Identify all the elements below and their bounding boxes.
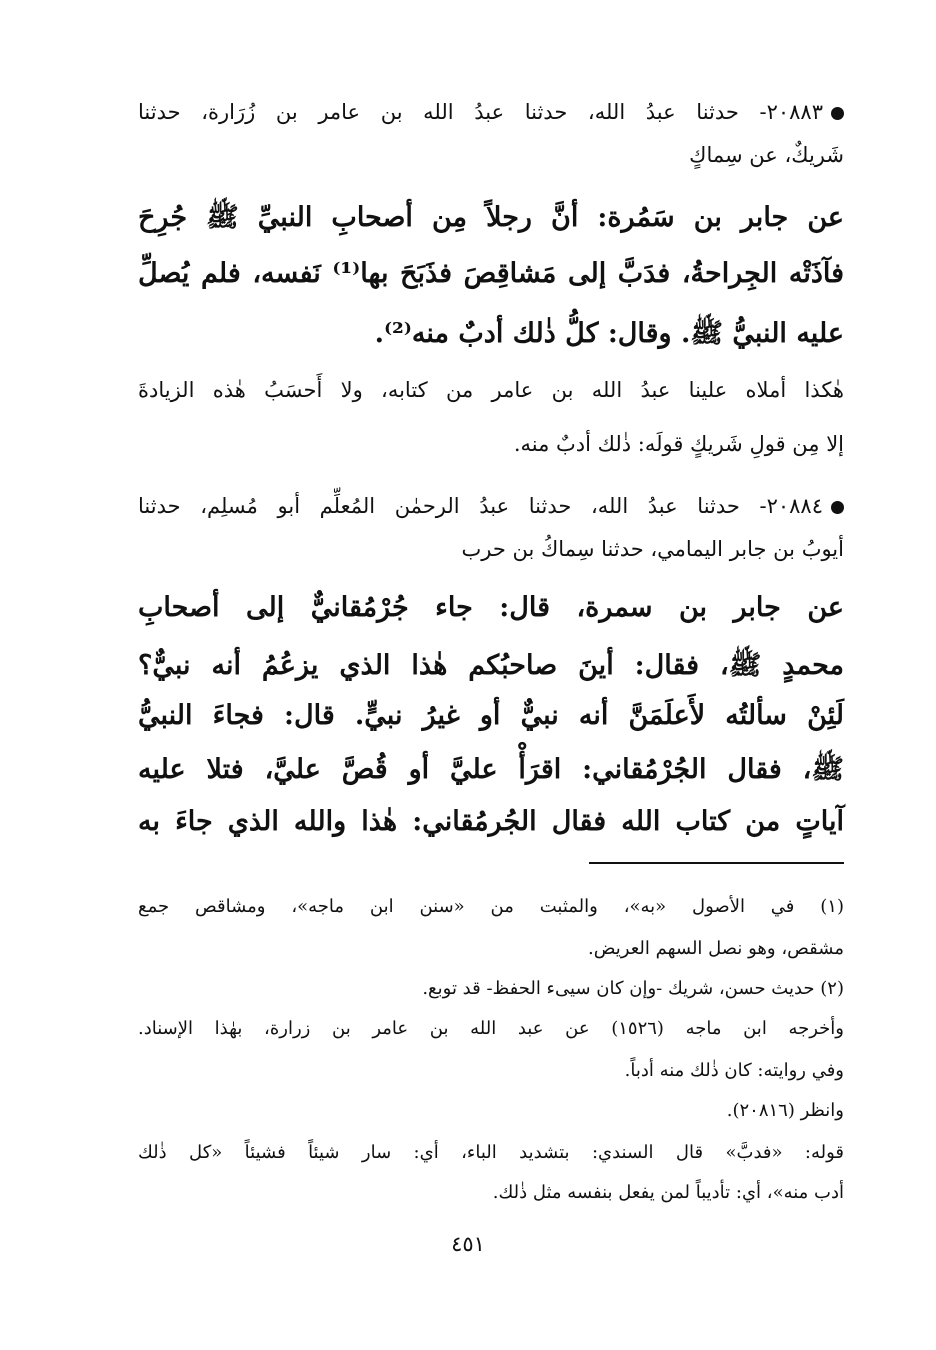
footnote-line: (١) في الأصول «به»، والمثبت من «سنن ابن ماجه»، ومشاقص جمع — [138, 896, 844, 917]
footnote-line: قوله: «فدبَّ» قال السندي: بتشديد الباء، أي: سار شيئاً فشيئاً «كل ذٰلك — [138, 1142, 844, 1163]
page-number: ٤٥١ — [451, 1232, 485, 1256]
footnote-line: وفي روايته: كان ذٰلك منه أدباً. — [624, 1060, 844, 1081]
matn-line: عن جابر بن سمرة، قال: جاء جُرْمُقانيٌّ إلى أصحابِ — [138, 592, 844, 623]
matn-line: آياتٍ من كتاب الله فقال الجُرمُقاني: هٰذا والله الذي جاءَ به — [138, 806, 844, 837]
footnote-line: وانظر (٢٠٨١٦). — [726, 1100, 844, 1121]
isnad-line: شَريكٌ، عن سِماكٍ — [689, 143, 844, 167]
isnad-line: ٢٠٨٨٤- حدثنا عبدُ الله، حدثنا عبدُ الرحمٰن المُعلِّم أبو مُسلِم، حدثنا — [138, 494, 844, 518]
bullet-icon — [831, 501, 844, 514]
matn-line: ﷺ، فقال الجُرْمُقاني: اقرَأْ عليَّ أو قُصَّ عليَّ، فتلا عليه — [138, 754, 844, 785]
bullet-icon — [831, 107, 844, 120]
matn-line: عن جابر بن سَمُرة: أنَّ رجلاً مِن أصحابِ النبيِّ ﷺ جُرِحَ — [138, 202, 844, 233]
footnote-line: أدب منه»، أي: تأديباً لمن يفعل بنفسه مثل ذٰلك. — [492, 1182, 844, 1203]
matn-line: عليه النبيُّ ﷺ. وقال: كلُّ ذٰلك أدبٌ منه⁽²⁾. — [374, 318, 844, 349]
footnote-line: (٢) حديث حسن، شريك -وإن كان سيىء الحفظ- قد توبع. — [422, 978, 844, 999]
footnote-divider — [589, 862, 844, 864]
footnote-line: مشقص، وهو نصل السهم العريض. — [588, 938, 844, 959]
matn-line: محمدٍ ﷺ، فقال: أينَ صاحبُكم هٰذا الذي يزعُمُ أنه نبيٌّ؟ — [138, 650, 844, 681]
comment-line: هٰكذا أملاه علينا عبدُ الله بن عامر من كتابه، ولا أَحسَبُ هٰذه الزيادةَ — [138, 378, 844, 402]
isnad-line: أيوبُ بن جابر اليمامي، حدثنا سِماكُ بن حرب — [461, 537, 844, 561]
comment-line: إلا مِن قولِ شَريكٍ قولَه: ذٰلك أدبٌ منه. — [513, 432, 844, 456]
matn-line: فآذَتْه الجِراحةُ، فدَبَّ إلى مَشاقِصَ فذَبَحَ بها⁽¹⁾ نَفسه، فلم يُصلِّ — [138, 258, 844, 289]
footnote-line: وأخرجه ابن ماجه (١٥٢٦) عن عبد الله بن عامر بن زرارة، بهٰذا الإسناد. — [138, 1018, 844, 1039]
isnad-line: ٢٠٨٨٣- حدثنا عبدُ الله، حدثنا عبدُ الله بن عامر بن زُرَارة، حدثنا — [138, 100, 844, 124]
matn-line: لَئِنْ سألتُه لأَعلَمَنَّ أنه نبيٌّ أو غيرُ نبيٍّ. قال: فجاءَ النبيُّ — [138, 700, 844, 731]
